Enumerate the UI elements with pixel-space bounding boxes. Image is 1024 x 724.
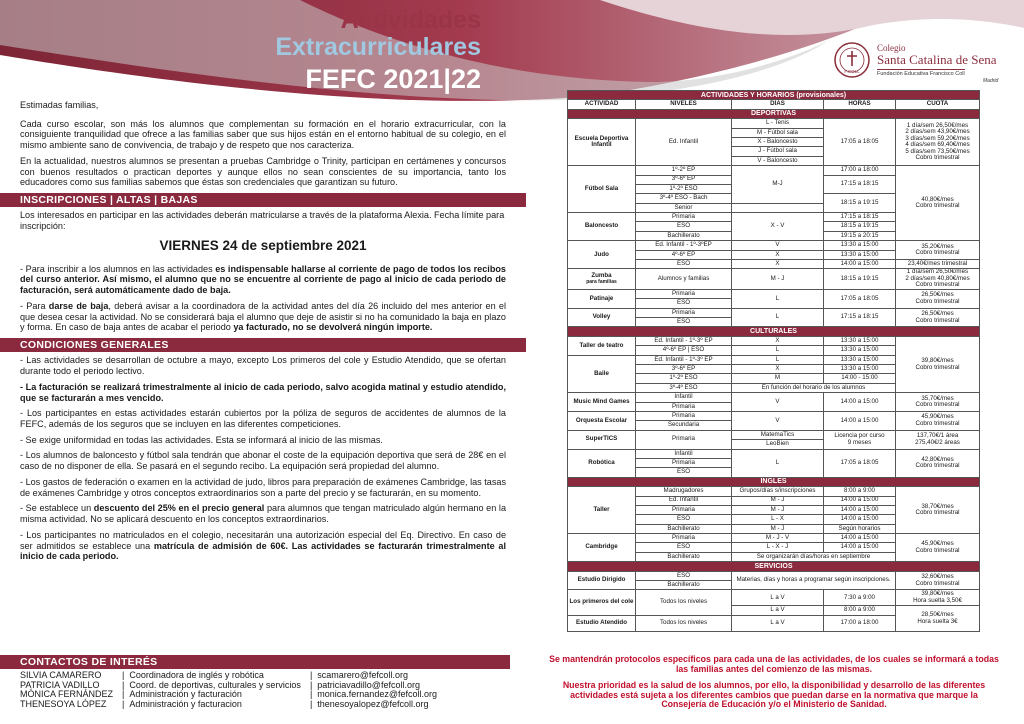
col-cuota: CUOTA (896, 100, 980, 109)
payment-rule-bold: es indispensable hallarse al corriente de pago de todos los recibos del curso anterior. Así mismo, el alumno que no se encuentre al corriente de pago al inicio de cada periodo de facturación, será automáticamente dado de baja. (20, 263, 506, 296)
section-deportivas: DEPORTIVAS (568, 109, 980, 118)
cambridge-dia: L - X - J (732, 543, 824, 552)
left-column (20, 100, 506, 567)
activity-zumba (568, 269, 636, 290)
col-niveles: NIVELES (636, 100, 732, 109)
cuota-line: 28,50€/mes (921, 611, 954, 619)
activity-futbol: Fútbol Sala (568, 166, 636, 213)
logo-city: Madrid (983, 78, 999, 84)
activity-taller: Taller (568, 487, 636, 534)
baile-nota: En función del horario de los alumnos (732, 383, 896, 392)
judo-cuota (896, 241, 980, 260)
activity-atendido: Estudio Atendido (568, 615, 636, 631)
supertics-horas (824, 430, 896, 449)
note-protocols: Se mantendrán protocolos específicos para cada una de las actividades, de los cuales se informará a todas las familias antes del comienzo de las mismas. (549, 654, 999, 674)
zumba-sub: para familias (586, 278, 617, 285)
contact-separator: | (122, 699, 125, 710)
orquesta-nivel: Primaria (636, 412, 732, 421)
schedule-table (567, 90, 980, 632)
judo-hora: 13:30 a 15:00 (824, 241, 896, 250)
contact-separator: | (309, 679, 313, 690)
cuota-line: Hora suelta 3,50€ (913, 596, 962, 604)
contact-name: MÓNICA FERNÁNDEZ (20, 689, 114, 700)
teatro-nivel: 4º-6º EP | ESO (636, 346, 732, 355)
condicion-7b: descuento del 25% en el precio general (93, 503, 265, 514)
contact-row (20, 700, 441, 710)
cuota-line: 137,70€/1 área (916, 432, 959, 440)
teatro-nivel: Ed. Infantil - 1º-3º EP (636, 336, 732, 345)
taller-hora: Según horarios (824, 524, 896, 533)
orquesta-dias: V (732, 412, 824, 431)
contact-name: THENESOYA LÓPEZ (20, 699, 107, 710)
baloncesto-hora: 17:15 a 18:15 (824, 213, 896, 222)
volley-nivel: Primaria (636, 308, 732, 317)
contact-separator: | (122, 689, 125, 700)
activity-teatro: Taller de teatro (568, 336, 636, 355)
contacts-section (0, 655, 510, 710)
cambridge-cuota (896, 534, 980, 562)
cuota-line: Cobro trimestral (915, 154, 960, 162)
contact-email[interactable]: monica.fernandez@fefcoll.org (317, 689, 437, 700)
baile-nivel: 3º-4º ESO (636, 383, 732, 392)
activity-baloncesto: Baloncesto (568, 213, 636, 241)
music-nivel: Infantil (636, 393, 732, 402)
supertics-nivel: Primaria (636, 430, 732, 449)
cuota-line: 1 día/sem 26,50€/mes (906, 121, 969, 129)
col-horas: HORAS (824, 100, 896, 109)
contact-separator: | (122, 679, 125, 690)
judo-hora: 14:00 a 15:00 (824, 260, 896, 269)
cambridge-nivel: Bachillerato (636, 552, 732, 561)
supertics-hora-line: Licencia por curso (834, 432, 885, 440)
futbol-nivel: 1º-2º EP (636, 166, 732, 175)
condicion-2-text: - La facturación se realizará trimestralmente al inicio de cada periodo, salvo acogida matinal y estudio atendido, que se facturarán a mes vencido. (20, 381, 506, 403)
taller-hora: 14:00 a 15:00 (824, 505, 896, 514)
cuota-line: 32,60€/mes (921, 573, 954, 581)
teatro-baile-cuota (896, 336, 980, 392)
zumba-dias: M - J (732, 269, 824, 290)
cuota-line: Cobro trimestral (915, 316, 960, 324)
supertics-dia: LeoBien (732, 440, 824, 449)
volley-dias: L (732, 308, 824, 327)
baja-rule-b: darse de baja (48, 300, 109, 311)
baja-rule-a: - Para (20, 300, 49, 311)
cuota-line: Cobro trimestral (915, 281, 960, 289)
baloncesto-hora: 18:15 a 19:15 (824, 222, 896, 231)
taller-nivel: Bachillerato (636, 524, 732, 533)
notes-section (548, 655, 1000, 716)
judo-dia: X (732, 250, 824, 259)
cambridge-nivel: ESO (636, 543, 732, 552)
baile-nivel: Ed. Infantil - 1º-3º EP (636, 355, 732, 364)
activity-judo: Judo (568, 241, 636, 269)
zumba-niveles: Alumnos y familias (636, 269, 732, 290)
baile-hora: 14:00 - 15:00 (824, 374, 896, 383)
condicion-7 (20, 503, 506, 524)
inscripciones-payment-rule (20, 264, 506, 296)
teatro-dia: L (732, 346, 824, 355)
contact-separator: | (309, 699, 313, 710)
contact-separator: | (309, 670, 313, 680)
futbol-hora: 17:15 a 18:15 (824, 175, 896, 194)
cuota-line: Hora suelta 3€ (917, 617, 958, 625)
patinaje-dias: L (732, 289, 824, 308)
taller-hora: 14:00 a 15:00 (824, 515, 896, 524)
teatro-dia: X (732, 336, 824, 345)
cuota-line: Cobro trimestral (915, 249, 960, 257)
futbol-baloncesto-cuota (896, 166, 980, 241)
robotica-dias: L (732, 449, 824, 477)
condiciones-heading: CONDICIONES GENERALES (0, 338, 526, 352)
contact-role: Coord. de deportivas, culturales y servicios (129, 679, 301, 690)
school-logo (833, 40, 1023, 86)
taller-cuota (896, 487, 980, 534)
condicion-7a: - Se establece un (20, 503, 94, 514)
baloncesto-nivel: ESO (636, 222, 732, 231)
robotica-horas: 17:05 a 18:05 (824, 449, 896, 477)
atendido-hora: 17:00 a 18:00 (824, 615, 896, 631)
intro-paragraph-2: En la actualidad, nuestros alumnos se presentan a pruebas Cambridge o Trinity, participan en certámenes y concursos con buenos resultados o practican deportes y aunque ellos no sean conscientes de su importancia, tanto los educadores como sus familias sabemos que éstas son credenciales que garantizan su futuro. (20, 155, 506, 188)
primeros-dia: L a V (732, 590, 824, 606)
cuota-line: 38,70€/mes (921, 502, 954, 510)
taller-hora: 14:00 a 15:00 (824, 496, 896, 505)
judo-cuota-eso: 23,40€/mes trimestral (896, 260, 980, 269)
activity-escuela: Escuela Deportiva Infantil (568, 119, 636, 166)
cuota-line: 1 día/sem 26,50€/mes (906, 268, 969, 276)
activity-primeros: Los primeros del cole (568, 590, 636, 615)
music-horas: 14:00 a 15:00 (824, 393, 896, 412)
judo-nivel: ESO (636, 260, 732, 269)
condicion-4: - Se exige uniformidad en todas las actividades. Esta se informará al inicio de las mismas. (20, 434, 383, 445)
title-line-1: Actividades (340, 6, 481, 34)
zumba-horas: 18:15 a 19:15 (824, 269, 896, 290)
futbol-hora: 18:15 a 19:15 (824, 194, 896, 213)
cambridge-hora: 14:00 a 15:00 (824, 543, 896, 552)
cuota-line: 39,80€/mes (921, 590, 954, 598)
escuela-dia: X - Baloncesto (732, 137, 824, 146)
contact-role: Administración y facturación (129, 689, 242, 700)
supertics-dia: MatemaTics (732, 430, 824, 439)
contact-name: SILVIA CAMARERO (20, 670, 102, 680)
cuota-line: 35,20€/mes (921, 242, 954, 250)
cuota-line: Cobro trimestral (915, 462, 960, 470)
note-health: Nuestra prioridad es la salud de los alumnos, por ello, la disponibilidad y desarrollo de las diferentes actividades está sujeta a los diferentes cambios que puedan darse en la normativa que marque la Consejería de Educación y/o el Ministerio de Sanidad. (562, 679, 986, 710)
primeros-hora: 7:30 a 9:00 (824, 590, 896, 606)
robotica-nivel: Infantil (636, 449, 732, 458)
baile-dia: X (732, 365, 824, 374)
condicion-1: - Las actividades se desarrollan de octubre a mayo, excepto Los primeros del cole y Estudio Atendido, que se ofertan durante todo el periodo lectivo. (20, 355, 506, 377)
cuota-line: 45,90€/mes (921, 540, 954, 548)
primeros-cuota (896, 590, 980, 606)
cuota-line: 26,50€/mes (921, 310, 954, 318)
cuota-line: Cobro trimestral (915, 579, 960, 587)
logo-colegio: Colegio (877, 43, 906, 53)
escuela-dia: J - Fútbol sala (732, 147, 824, 156)
taller-dia: Grupos/días s/inscripciones (732, 487, 824, 496)
supertics-hora-line: 9 meses (847, 438, 872, 446)
primeros-nivel: Todos los niveles (636, 590, 732, 615)
activity-robotica: Robótica (568, 449, 636, 477)
volley-nivel: ESO (636, 318, 732, 327)
cuota-line: 275,40€/2 áreas (915, 438, 960, 446)
activity-music: Music Mind Games (568, 393, 636, 412)
cuota-line: 2 días/sem 43,90€/mes (905, 128, 970, 136)
primeros-dia: L a V (732, 606, 824, 615)
cuota-line: 39,80€/mes (921, 357, 954, 365)
futbol-dias: M-J (732, 166, 824, 204)
escuela-cuota (896, 119, 980, 166)
cambridge-dia: M - J - V (732, 534, 824, 543)
judo-dia: V (732, 241, 824, 250)
escuela-dia: L - Tenis (732, 119, 824, 128)
condicion-8b: matrícula de admisión de 60€. Las actividades se facturarán trimestralmente al inicio de cada periodo. (20, 540, 506, 562)
patinaje-horas: 17:05 a 18:05 (824, 289, 896, 308)
greeting: Estimadas familias, (20, 100, 99, 110)
logo-foundation: Fundación Educativa Francisco Coll (877, 71, 965, 77)
inscripciones-baja-rule (20, 301, 506, 333)
taller-nivel: ESO (636, 515, 732, 524)
music-cuota (896, 393, 980, 412)
zumba-name: Zumba (591, 272, 612, 280)
futbol-nivel: 1º-2º ESO (636, 184, 732, 193)
activity-supertics: SuperTICS (568, 430, 636, 449)
futbol-hora: 17:00 a 18:00 (824, 166, 896, 175)
condicion-8a: - Los participantes no matriculados en el colegio, necesitarán una autorización especial del Eq. Directivo. En caso de ser admitidos se establece una (20, 529, 506, 551)
cuota-line: 35,70€/mes (921, 394, 954, 402)
judo-dia: X (732, 260, 824, 269)
contact-email[interactable]: scamarero@fefcoll.org (317, 670, 408, 680)
cuota-line: 4 días/sem 69,40€/mes (905, 141, 970, 149)
baloncesto-hora: 19:15 a 20:15 (824, 231, 896, 240)
taller-dia: M - J (732, 505, 824, 514)
inscripciones-heading: INSCRIPCIONES | ALTAS | BAJAS (0, 193, 526, 207)
volley-horas: 17:15 a 18:15 (824, 308, 896, 327)
cuota-line: 45,90€/mes (921, 413, 954, 421)
escuela-dia: M - Fútbol sala (732, 128, 824, 137)
cuota-line: 26,50€/mes (921, 291, 954, 299)
atendido-cuota (896, 606, 980, 631)
primeros-hora: 8:00 a 9:00 (824, 606, 896, 615)
title-line-3: FEFC 2021|22 (305, 64, 481, 94)
music-dias: V (732, 393, 824, 412)
section-culturales: CULTURALES (568, 327, 980, 336)
patinaje-nivel: ESO (636, 299, 732, 308)
cuota-line: Cobro trimestral (915, 401, 960, 409)
futbol-dias-blank (732, 203, 824, 212)
estudio-nivel: ESO (636, 571, 732, 580)
futbol-nivel: Senior (636, 203, 732, 212)
taller-dia: M - J (732, 496, 824, 505)
activity-cambridge: Cambridge (568, 534, 636, 562)
patinaje-nivel: Primaria (636, 289, 732, 298)
baja-rule-d: ya facturado, no se devolverá ningún importe. (233, 322, 433, 333)
schedule-title: ACTIVIDADES Y HORARIOS (provisionales) (568, 91, 980, 100)
estudio-nivel: Bachillerato (636, 581, 732, 590)
teatro-hora: 13:30 a 15:00 (824, 346, 896, 355)
cambridge-nota: Se organizarán días/horas en septiembre (732, 552, 896, 561)
volley-cuota (896, 308, 980, 327)
baja-rule-c: , deberá avisar a la coordinadora de la actividad antes del día 26 incluido del mes anterior en el que desea cesar la actividad. No se considerará baja el alumno que deje de asistir si no ha comunidado la baja en plazo y forma. En caso de baja antes de acabar el periodo (20, 300, 506, 333)
estudio-cuota (896, 571, 980, 590)
activity-volley: Volley (568, 308, 636, 327)
contact-email[interactable]: patriciavadillo@fefcoll.org (317, 679, 420, 690)
cuota-line: Cobro trimestral (915, 297, 960, 305)
activity-baile: Baile (568, 355, 636, 393)
cuota-line: Cobro trimestral (915, 363, 960, 371)
baile-nivel: 3º-6º EP (636, 365, 732, 374)
baile-hora: 13:30 a 15:00 (824, 355, 896, 364)
contact-separator: | (309, 689, 313, 700)
activity-estudio: Estudio Dirigido (568, 571, 636, 590)
activity-patinaje: Patinaje (568, 289, 636, 308)
judo-hora: 13:30 a 15:00 (824, 250, 896, 259)
baloncesto-dias: X - V (732, 213, 824, 241)
col-dias: DÍAS (732, 100, 824, 109)
judo-nivel: 4º-6º EP (636, 250, 732, 259)
estudio-nota: Materias, días y horas a programar según inscripciones. (732, 571, 896, 590)
condicion-3: - Los participantes en estas actividades estarán cubiertos por la póliza de seguros de accidentes de alumnos de la FEFC, además de los seguros que se incluyen en las diferentes competiciones. (20, 408, 506, 430)
cuota-line: 2 días/sem 40,80€/mes (905, 274, 970, 282)
robotica-nivel: Primaria (636, 458, 732, 467)
patinaje-cuota (896, 289, 980, 308)
taller-hora: 8:00 a 9:00 (824, 487, 896, 496)
col-actividad: ACTIVIDAD (568, 100, 636, 109)
condicion-7c: para alumnos que tengan matriculado algún hermano en la misma actividad. No se aplicará descuento en los conceptos extraordinarios. (20, 503, 507, 525)
futbol-nivel: 3º-6º EP (636, 175, 732, 184)
schedule-panel (567, 90, 979, 632)
cuota-line: Cobro trimestral (915, 509, 960, 517)
atendido-dia: L a V (732, 615, 824, 631)
cuota-line: Cobro trimestral (915, 419, 960, 427)
title-line-2: Extracurriculares (275, 33, 481, 61)
zumba-cuota (896, 269, 980, 290)
section-servicios: SERVICIOS (568, 562, 980, 571)
supertics-cuota (896, 430, 980, 449)
teatro-hora: 13:30 a 15:00 (824, 336, 896, 345)
intro-paragraph-1: Cada curso escolar, son más los alumnos que complementan su formación en el horario extracurricular, con la consiguiente tranquilidad que ofrece a las familias saber que sus hijos están en el entorno habitual de su colegio, en el mismo ambiente sano de convivencia, de trabajo y de respeto que nos caracteriza. (20, 118, 506, 151)
robotica-cuota (896, 449, 980, 477)
music-nivel: Primaria (636, 402, 732, 411)
baile-dia: L (732, 355, 824, 364)
seal-text: F.COLL (844, 69, 860, 74)
baile-dia: M (732, 374, 824, 383)
inscripciones-text: Los interesados en participar en las actividades deberán matricularse a través de la plataforma Alexia. Fecha límite para inscripción: (20, 210, 505, 232)
school-seal-icon (833, 40, 871, 80)
cambridge-nivel: Primaria (636, 534, 732, 543)
contact-separator: | (122, 670, 125, 680)
atendido-nivel: Todos los niveles (636, 615, 732, 631)
baile-hora: 13:30 a 15:00 (824, 365, 896, 374)
orquesta-nivel: Secundaria (636, 421, 732, 430)
deadline-date: VIERNES 24 de septiembre 2021 (159, 237, 367, 253)
contact-name: PATRICIA VADILLO (20, 679, 100, 690)
orquesta-cuota (896, 412, 980, 431)
contact-email[interactable]: thenesoyalopez@fefcoll.org (317, 699, 429, 710)
cuota-line: 40,80€/mes (921, 195, 954, 203)
judo-nivel: Ed. Infantil - 1º-3ºEP (636, 241, 732, 250)
payment-rule-intro: - Para inscribir a los alumnos en las actividades (20, 263, 216, 274)
futbol-nivel: 3º-4º ESO - Bach (636, 194, 732, 203)
condicion-5: - Los alumnos de baloncesto y fútbol sala tendrán que abonar el coste de la equipación deportiva que será de 28€ en el caso de no disponer de ella. Se pasará en el segundo recibo. La equipación será propiedad del alumno. (20, 450, 506, 472)
cuota-line: 5 días/sem 73,50€/mes (905, 147, 970, 155)
cuota-line: Cobro trimestral (915, 202, 960, 210)
contact-role: Administración y facturacion (129, 699, 242, 710)
escuela-dia: V - Baloncesto (732, 156, 824, 165)
baloncesto-nivel: Bachillerato (636, 231, 732, 240)
contacts-table (20, 671, 441, 710)
activity-orquesta: Orquesta Escolar (568, 412, 636, 431)
baloncesto-nivel: Primaria (636, 213, 732, 222)
escuela-nivel: Ed. Infantil (636, 119, 732, 166)
robotica-nivel: ESO (636, 468, 732, 477)
taller-dia: M - J (732, 524, 824, 533)
taller-nivel: Ed. Infantil (636, 496, 732, 505)
cuota-line: Cobro trimestral (915, 546, 960, 554)
escuela-horas: 17:05 a 18:05 (824, 119, 896, 166)
condicion-6: - Los gastos de federación o examen en la actividad de judo, libros para preparación de exámenes Cambridge, las tasas de exámenes Cambridge y otros conceptos extraordinarios son a parte del precio y se facturarán, en su momento. (20, 476, 506, 498)
cuota-line: 42,80€/mes (921, 455, 954, 463)
cuota-line: 3 días/sem 59,20€/mes (905, 134, 970, 142)
taller-dia: L - X (732, 515, 824, 524)
contactos-heading: CONTACTOS DE INTERÉS (0, 655, 510, 669)
contact-role: Coordinadora de inglés y robótica (129, 670, 264, 680)
condicion-2 (20, 382, 506, 403)
section-ingles: INGLÉS (568, 477, 980, 486)
taller-nivel: Madrugadores (636, 487, 732, 496)
condicion-8 (20, 530, 506, 562)
orquesta-horas: 14:00 a 15:00 (824, 412, 896, 431)
cambridge-hora: 14:00 a 15:00 (824, 534, 896, 543)
taller-nivel: Primaria (636, 505, 732, 514)
logo-school-name: Santa Catalina de Sena (877, 52, 997, 67)
baile-nivel: 1º-2º ESO (636, 374, 732, 383)
